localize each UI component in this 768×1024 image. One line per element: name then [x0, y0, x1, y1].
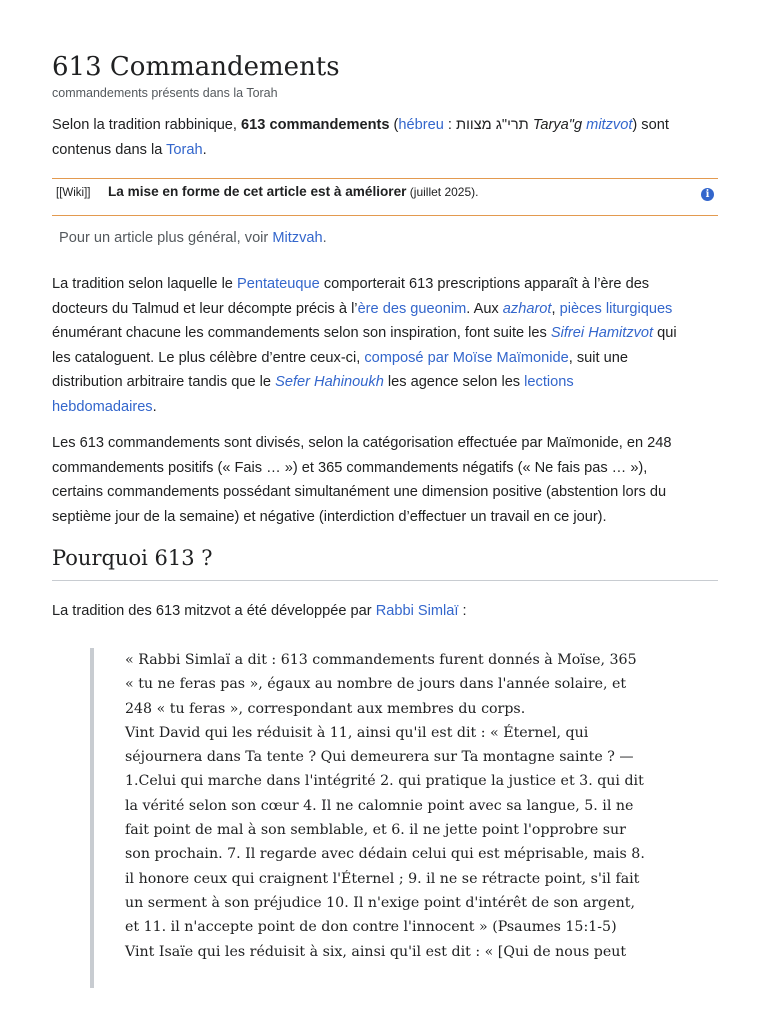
- quote-line: 248 « tu feras », correspondant aux membres du corps.: [125, 700, 526, 717]
- hebrew-text: תרי"ג מצוות: [456, 117, 529, 133]
- para-text: énumérant chacune les commandements selon son inspiration, font suite les: [52, 325, 551, 341]
- banner-message-bold: La mise en forme de cet article est à améliorer: [108, 184, 407, 199]
- section-intro-text: La tradition des 613 mitzvot a été développée par: [52, 603, 376, 619]
- intro-text: .: [202, 141, 207, 158]
- hatnote: [59, 230, 327, 246]
- link-gueonim[interactable]: ère des gueonim: [357, 300, 467, 317]
- link-hebreu[interactable]: hébreu: [398, 117, 444, 133]
- quote-line: il honore ceux qui craignent l'Éternel ; 9. il ne se rétracte point, s'il fait: [125, 870, 640, 887]
- info-icon[interactable]: i: [701, 188, 714, 201]
- para-line: Les 613 commandements sont divisés, selon la catégorisation effectuée par Maïmonide, en 248: [52, 435, 672, 451]
- hatnote-end: .: [322, 230, 327, 246]
- link-sifrei-hamitzvot[interactable]: Sifrei Hamitzvot: [550, 325, 654, 341]
- para-text: La tradition selon laquelle le: [52, 276, 237, 292]
- paragraph-history: [52, 272, 722, 419]
- quote-line: Vint Isaïe qui les réduisit à six, ainsi qu'il est dit : « [Qui de nous peut: [125, 943, 627, 960]
- link-azharot[interactable]: azharot: [502, 300, 552, 317]
- link-hebdomadaires[interactable]: hebdomadaires: [52, 398, 153, 415]
- para-text: .: [152, 398, 157, 415]
- paragraph-division: [52, 431, 722, 529]
- link-mitzvot[interactable]: mitzvot: [586, 117, 633, 133]
- section-intro: [52, 599, 722, 624]
- link-lections[interactable]: lections: [524, 374, 574, 390]
- link-torah[interactable]: Torah: [166, 141, 203, 158]
- quote-line: son prochain. 7. Il regarde avec dédain celui qui est méprisable, mais 8.: [125, 846, 645, 863]
- intro-paragraph: [52, 113, 722, 162]
- para-line: certains commandements possédant simultanément une dimension positive (abstention lors du: [52, 484, 667, 500]
- quote-line: « Rabbi Simlaï a dit : 613 commandements furent donnés à Moïse, 365: [125, 652, 637, 668]
- intro-text: :: [443, 117, 457, 133]
- wiki-tag: [[Wiki]]: [56, 187, 91, 199]
- intro-bold: 613 commandements: [241, 117, 390, 133]
- page-subtitle: commandements présents dans la Torah: [52, 86, 278, 100]
- quote-line: Vint David qui les réduisit à 11, ainsi qu'il est dit : « Éternel, qui: [125, 724, 589, 741]
- section-intro-end: :: [458, 603, 467, 619]
- intro-text: contenus dans la: [52, 141, 167, 158]
- para-text: comporterait 613 prescriptions apparaît à l’ère des: [319, 276, 650, 292]
- quote-line: la vérité selon son cœur 4. Il ne calomnie point avec sa langue, 5. il ne: [125, 797, 634, 814]
- quote-line: 1.Celui qui marche dans l'intégrité 2. qui pratique la justice et 3. qui dit: [125, 773, 644, 790]
- para-text: les cataloguent. Le plus célèbre d’entre ceux-ci,: [52, 349, 365, 366]
- blockquote: [90, 648, 685, 988]
- intro-text: ) sont: [632, 117, 669, 133]
- quote-line: « tu ne feras pas », égaux au nombre de jours dans l'année solaire, et: [125, 676, 627, 693]
- banner-message: [108, 184, 479, 199]
- quote-line: et 11. il n'accepte point de don contre l'innocent » (Psaumes 15:1-5): [125, 919, 617, 936]
- quote-line: séjournera dans Ta tente ? Qui demeurera sur Ta montagne sainte ? —: [125, 749, 634, 766]
- para-line: septième jour de la semaine) et négative (interdiction d’effectuer un travail en ce jour).: [52, 508, 607, 525]
- link-pieces-liturgiques[interactable]: pièces liturgiques: [559, 300, 673, 317]
- link-rabbi-simlai[interactable]: Rabbi Simlaï: [375, 603, 459, 619]
- link-mitzvah[interactable]: Mitzvah: [272, 230, 323, 246]
- intro-text: Selon la tradition rabbinique,: [52, 117, 242, 133]
- para-text: les agence selon les: [383, 374, 525, 390]
- para-text: . Aux: [466, 300, 503, 317]
- taryag-text: Tarya"g: [532, 117, 583, 133]
- link-sefer-hahinoukh[interactable]: Sefer Hahinoukh: [275, 374, 384, 390]
- page-title: 613 Commandements: [52, 52, 340, 82]
- link-maimonide[interactable]: composé par Moïse Maïmonide: [364, 349, 569, 366]
- maintenance-banner: [52, 178, 718, 216]
- para-text: ,: [551, 300, 560, 317]
- banner-date: (juillet 2025).: [406, 185, 479, 199]
- hatnote-text: Pour un article plus général, voir: [59, 230, 273, 246]
- para-line: commandements positifs (« Fais … ») et 365 commandements négatifs (« Ne fais pas … »),: [52, 459, 648, 476]
- intro-text: (: [389, 117, 399, 133]
- quote-line: fait point de mal à son semblable, et 6. il ne jette point l'opprobre sur: [125, 822, 626, 839]
- para-text: , suit une: [568, 349, 628, 366]
- para-text: docteurs du Talmud et leur décompte précis à l’: [52, 300, 358, 317]
- link-pentateuque[interactable]: Pentateuque: [236, 276, 320, 292]
- para-text: qui: [653, 325, 677, 341]
- para-text: distribution arbitraire tandis que le: [52, 374, 276, 390]
- section-heading: Pourquoi 613 ?: [52, 546, 718, 581]
- quote-line: un serment à son préjudice 10. Il n'exige point d'intérêt de son argent,: [125, 894, 636, 911]
